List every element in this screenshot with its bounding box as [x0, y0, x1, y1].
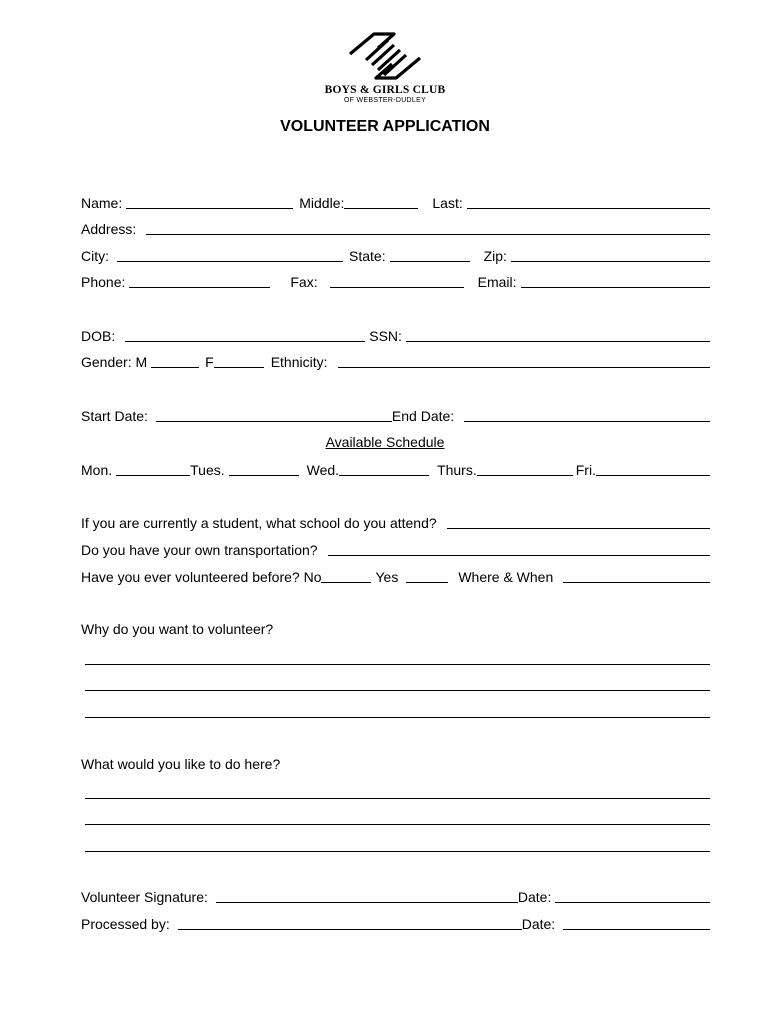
- dob-row: [81, 327, 710, 345]
- where-when-field[interactable]: [563, 568, 710, 583]
- address-field[interactable]: [146, 220, 710, 235]
- transport-question: Do you have your own transportation?: [81, 542, 318, 558]
- mon-label: Mon.: [81, 462, 113, 478]
- volunteered-no-field[interactable]: [321, 568, 371, 583]
- gender-f-field[interactable]: [214, 353, 264, 368]
- volunteered-row: [81, 568, 710, 586]
- volunteer-signature-row: [81, 888, 710, 906]
- phone-row: [81, 273, 710, 291]
- handshake-logo-icon: [344, 30, 426, 82]
- phone-field[interactable]: [129, 273, 270, 288]
- tues-field[interactable]: [229, 461, 299, 476]
- city-label: City:: [81, 248, 109, 264]
- processed-date-field[interactable]: [563, 915, 710, 930]
- why-answer-line-3[interactable]: [85, 717, 710, 718]
- volunteered-yes-label: Yes: [375, 569, 399, 585]
- what-answer-line-1[interactable]: [85, 798, 710, 799]
- where-when-label: Where & When: [458, 569, 554, 585]
- address-label: Address:: [81, 221, 137, 237]
- ssn-field[interactable]: [406, 327, 710, 342]
- zip-field[interactable]: [511, 247, 710, 262]
- ethnicity-field[interactable]: [338, 353, 710, 368]
- signature-date-field[interactable]: [555, 888, 710, 903]
- start-date-label: Start Date:: [81, 408, 148, 424]
- org-subtitle: OF WEBSTER-DUDLEY: [343, 97, 427, 104]
- state-label: State:: [349, 248, 386, 264]
- tues-label: Tues.: [190, 462, 225, 478]
- city-row: [81, 247, 710, 265]
- middle-label: Middle:: [299, 195, 345, 211]
- wed-label: Wed.: [306, 462, 340, 478]
- email-label: Email:: [477, 274, 517, 290]
- last-label: Last:: [432, 195, 463, 211]
- why-question: Why do you want to volunteer?: [81, 621, 274, 637]
- fri-field[interactable]: [596, 461, 710, 476]
- processed-by-label: Processed by:: [81, 916, 170, 932]
- org-logo: [318, 30, 452, 105]
- ssn-label: SSN:: [369, 328, 402, 344]
- end-date-label: End Date:: [391, 408, 455, 424]
- volunteered-yes-field[interactable]: [406, 568, 448, 583]
- what-answer-line-2[interactable]: [85, 824, 710, 825]
- schedule-title: Available Schedule: [325, 434, 445, 450]
- gender-m-field[interactable]: [151, 353, 199, 368]
- gender-row: [81, 353, 710, 371]
- address-row: [81, 220, 710, 238]
- volunteer-signature-label: Volunteer Signature:: [81, 889, 208, 905]
- org-name: BOYS & GIRLS CLUB: [324, 84, 446, 96]
- why-answer-line-2[interactable]: [85, 690, 710, 691]
- why-answer-line-1[interactable]: [85, 664, 710, 665]
- processed-by-field[interactable]: [178, 915, 522, 930]
- school-field[interactable]: [447, 514, 710, 529]
- page-title: VOLUNTEER APPLICATION: [280, 118, 490, 135]
- state-field[interactable]: [390, 247, 470, 262]
- thurs-label: Thurs.: [437, 462, 477, 478]
- phone-label: Phone:: [81, 274, 126, 290]
- middle-name-field[interactable]: [344, 194, 418, 209]
- end-date-field[interactable]: [464, 407, 710, 422]
- schedule-row: [81, 461, 710, 479]
- transport-field[interactable]: [328, 541, 710, 556]
- email-field[interactable]: [521, 273, 710, 288]
- processed-by-row: [81, 915, 710, 933]
- transport-row: [81, 541, 710, 559]
- fax-label: Fax:: [290, 274, 318, 290]
- gender-label: Gender: M: [81, 354, 148, 370]
- volunteered-question: Have you ever volunteered before? No: [81, 569, 322, 585]
- dates-row: [81, 407, 710, 425]
- what-answer-line-3[interactable]: [85, 851, 710, 852]
- school-row: [81, 514, 710, 532]
- name-label: Name:: [81, 195, 123, 211]
- start-date-field[interactable]: [156, 407, 392, 422]
- wed-field[interactable]: [339, 461, 429, 476]
- signature-date-label: Date:: [517, 889, 552, 905]
- processed-date-label: Date:: [521, 916, 556, 932]
- gender-f-label: F: [205, 354, 214, 370]
- name-row: [81, 194, 710, 212]
- mon-field[interactable]: [116, 461, 190, 476]
- first-name-field[interactable]: [126, 194, 293, 209]
- volunteer-signature-field[interactable]: [216, 888, 518, 903]
- school-question: If you are currently a student, what school do you attend?: [81, 515, 437, 531]
- zip-label: Zip:: [483, 248, 507, 264]
- thurs-field[interactable]: [477, 461, 573, 476]
- dob-label: DOB:: [81, 328, 116, 344]
- last-name-field[interactable]: [467, 194, 710, 209]
- ethnicity-label: Ethnicity:: [270, 354, 328, 370]
- what-question: What would you like to do here?: [81, 756, 281, 772]
- fax-field[interactable]: [330, 273, 464, 288]
- city-field[interactable]: [117, 247, 343, 262]
- fri-label: Fri.: [575, 462, 596, 478]
- dob-field[interactable]: [125, 327, 365, 342]
